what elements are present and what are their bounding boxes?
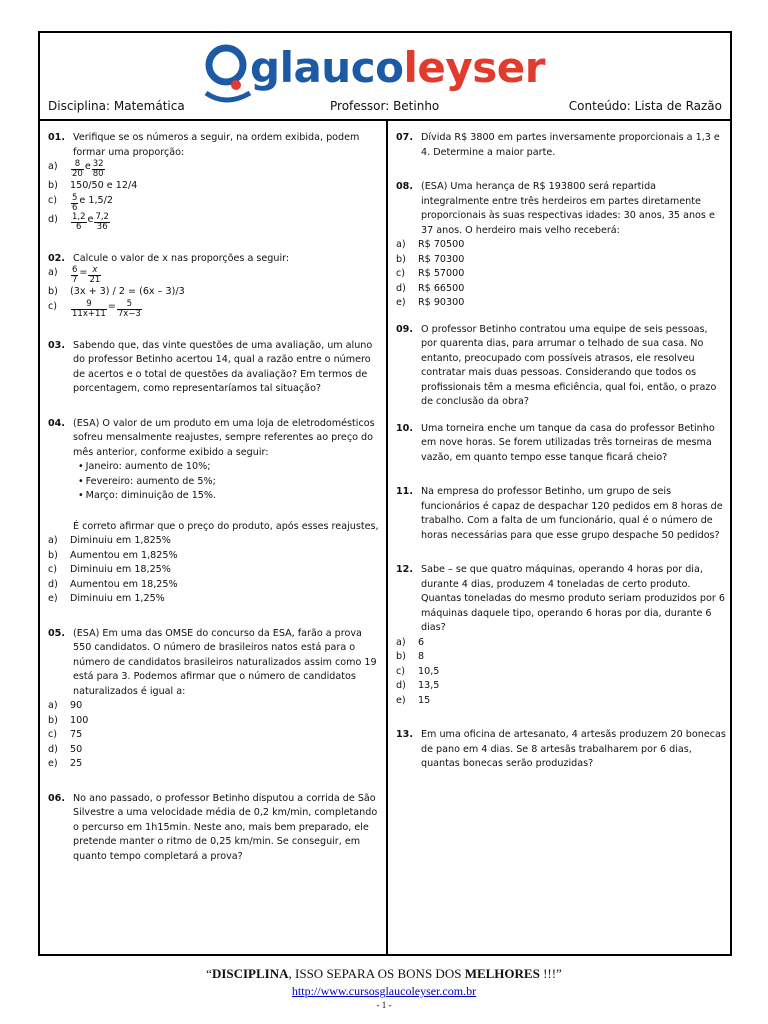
option-e xyxy=(48,757,380,772)
fraction xyxy=(117,300,142,319)
option-d xyxy=(396,679,726,694)
fraction xyxy=(71,213,87,232)
option-letter: b) xyxy=(48,549,58,561)
motto xyxy=(0,966,768,982)
numerator: 9 xyxy=(71,300,107,310)
question-text: Dívida R$ 3800 em partes inversamente proporcionais a 1,3 e 4. Determine a maior parte. xyxy=(421,132,720,158)
option-letter: b) xyxy=(396,651,406,662)
website-link[interactable]: http://www.cursosglaucoleyser.com.br xyxy=(291,984,477,998)
option-c xyxy=(48,194,380,213)
page-frame xyxy=(38,31,732,956)
option-letter: c) xyxy=(48,194,58,206)
question-text: O professor Betinho contratou uma equipe de seis pessoas, por quarenta dias, para arrumar o telhado de sua casa. No entanto, preocupado com possíveis atrasos, ele resolveu contratar mais duas pessoas. Considerando que todos os profissionais têm a mesma eficiência, qual foi, então, o prazo de conclusão da obra? xyxy=(421,323,717,407)
discipline-label: Disciplina: Matemática xyxy=(48,99,185,113)
header xyxy=(40,33,730,123)
question-text: (ESA) Em uma das OMSE do concurso da ESA, farão a prova 550 candidatos. O número de brasileiros natos está para o número de candidatos brasileiros naturalizados assim como 19 está para 3. Podemos afirmar que o número de candidatos naturalizados é igual a: xyxy=(73,627,377,697)
denominator: 20 xyxy=(72,169,83,179)
list-item: • Março: diminuição de 15%. xyxy=(78,489,380,504)
question-number: 02. xyxy=(48,252,65,264)
option-text: R$ 70500 xyxy=(418,239,465,250)
question-01 xyxy=(48,131,380,232)
question-09 xyxy=(396,323,726,410)
question-number: 01. xyxy=(48,132,65,143)
denominator: 7x−3 xyxy=(117,308,141,319)
denominator: 80 xyxy=(92,169,104,179)
numerator: 32 xyxy=(92,159,104,169)
list-item: • Janeiro: aumento de 10%; xyxy=(78,460,380,475)
numerator: 7,2 xyxy=(95,211,109,222)
option-text: R$ 57000 xyxy=(418,268,465,279)
denominator: 11x+11 xyxy=(72,308,106,319)
question-11 xyxy=(396,485,726,543)
right-column xyxy=(396,131,726,784)
option-letter: c) xyxy=(48,729,58,740)
footer xyxy=(0,966,768,1010)
option-letter: e) xyxy=(48,593,58,604)
numerator: 1,2 xyxy=(72,211,86,222)
connector: e xyxy=(84,161,91,172)
option-text: Diminuiu em 18,25% xyxy=(70,564,171,575)
list-item: • Fevereiro: aumento de 5%; xyxy=(78,475,380,490)
option-letter: c) xyxy=(48,300,58,312)
question-text: Em uma oficina de artesanato, 4 artesãs produzem 20 bonecas de pano em 4 dias. Se 8 artesãs trabalharem por 6 dias, quantas bonecas serão produzidas? xyxy=(421,729,726,769)
question-12 xyxy=(396,563,726,708)
question-13 xyxy=(396,728,726,772)
option-text: Aumentou em 18,25% xyxy=(70,578,178,590)
question-number: 04. xyxy=(48,417,65,429)
option-letter: a) xyxy=(48,535,58,546)
option-text: Diminuiu em 1,25% xyxy=(70,593,165,604)
option-d xyxy=(48,743,380,758)
fraction xyxy=(92,160,105,179)
fraction xyxy=(88,266,101,285)
denominator: 6 xyxy=(76,221,82,232)
question-03 xyxy=(48,339,380,397)
quote-mark: “ xyxy=(206,966,212,981)
option-text: 25 xyxy=(70,758,83,769)
numerator: x xyxy=(88,266,101,276)
option-text: 13,5 xyxy=(418,680,440,691)
fraction xyxy=(71,300,107,319)
option-text: 8 xyxy=(418,651,425,662)
info-bar xyxy=(40,95,730,121)
content-label: Conteúdo: Lista de Razão xyxy=(568,99,722,113)
option-text: 15 xyxy=(418,694,431,706)
numerator: 5 xyxy=(72,192,78,203)
option-text: (3x + 3) / 2 = (6x – 3)/3 xyxy=(70,286,185,297)
question-number: 10. xyxy=(396,422,413,434)
option-text: R$ 66500 xyxy=(418,282,465,294)
question-02 xyxy=(48,252,380,319)
question-text: (ESA) O valor de um produto em uma loja de eletrodomésticos sofreu mensalmente reajustes, sempre referentes ao preço do mês anterior, conforme exibido a seguir: xyxy=(73,417,375,458)
question-08 xyxy=(396,180,726,311)
equals-sign: = xyxy=(79,267,88,278)
question-number: 12. xyxy=(396,564,413,575)
option-c xyxy=(48,563,380,578)
question-text: Sabe – se que quatro máquinas, operando 4 horas por dia, durante 4 dias, produzem 4 toneladas de certo produto. Quantas toneladas do mesmo produto seriam produzidos por 6 máquinas daquele tipo, operando 6 horas por dia, durante 6 dias? xyxy=(421,564,725,633)
fraction xyxy=(71,266,78,285)
denominator: 6 xyxy=(72,202,78,213)
option-b xyxy=(396,253,726,268)
question-text: Verifique se os números a seguir, na ordem exibida, podem formar uma proporção: xyxy=(73,132,360,158)
option-text: 50 xyxy=(70,743,83,755)
question-number: 03. xyxy=(48,339,65,351)
question-number: 13. xyxy=(396,729,413,740)
option-text: R$ 90300 xyxy=(418,297,465,308)
option-text: 90 xyxy=(70,700,83,711)
question-text: No ano passado, o professor Betinho disputou a corrida de São Silvestre a uma velocidade média de 0,2 km/min, completando o percurso em 1h15min. Neste ano, mais bem preparado, ele pretende manter o ritmo de 0,25 km/min. Se conseguir, em quanto tempo completará a prova? xyxy=(73,792,378,862)
option-d xyxy=(48,578,380,593)
motto-end: !!!” xyxy=(539,966,562,981)
option-c xyxy=(48,300,380,319)
question-number: 09. xyxy=(396,323,413,335)
question-number: 08. xyxy=(396,181,413,192)
fraction xyxy=(71,160,84,179)
option-letter: d) xyxy=(48,578,58,590)
option-letter: b) xyxy=(396,253,406,265)
option-b xyxy=(48,285,380,300)
question-prompt: É correto afirmar que o preço do produto, após esses reajustes, xyxy=(73,520,379,532)
question-number: 06. xyxy=(48,792,65,804)
option-b xyxy=(48,714,380,729)
connector: e xyxy=(87,213,94,225)
option-letter: c) xyxy=(48,564,58,575)
logo-text xyxy=(250,43,545,92)
option-a xyxy=(396,238,726,253)
logo-part-leyser: leyser xyxy=(403,43,545,92)
option-a xyxy=(48,699,380,714)
motto-bold-2: MELHORES xyxy=(464,966,540,981)
option-text: 150/50 e 12/4 xyxy=(70,180,138,191)
option-letter: a) xyxy=(48,161,58,172)
fraction xyxy=(94,213,110,232)
option-text: 10,5 xyxy=(418,665,440,677)
option-text: 6 xyxy=(418,636,425,648)
teacher-label: Professor: Betinho xyxy=(330,99,440,113)
option-d xyxy=(396,282,726,297)
question-text: Sabendo que, das vinte questões de uma avaliação, um aluno do professor Betinho acertou 14, qual a razão entre o número de acertos e o total de questões da avaliação? Em termos de porcentagem, como representaríamos tal situação? xyxy=(73,339,373,394)
option-text: Diminuiu em 1,825% xyxy=(70,535,171,546)
option-text: Aumentou em 1,825% xyxy=(70,549,178,561)
option-letter: e) xyxy=(396,694,406,706)
question-number: 05. xyxy=(48,627,65,639)
option-a xyxy=(48,534,380,549)
question-text: Calcule o valor de x nas proporções a seguir: xyxy=(73,252,290,264)
option-letter: d) xyxy=(48,743,58,755)
numerator: 8 xyxy=(71,160,84,170)
option-letter: a) xyxy=(396,239,406,250)
option-b xyxy=(48,179,380,194)
question-07 xyxy=(396,131,726,160)
option-letter: a) xyxy=(396,636,406,648)
denominator: 7 xyxy=(72,275,78,285)
question-text: (ESA) Uma herança de R$ 193800 será repartida integralmente entre três herdeiros em partes diretamente proporcionais às suas respectivas idades: 30 anos, 35 anos e 37 anos. O herdeiro mais velho receberá: xyxy=(421,181,715,236)
option-c xyxy=(48,728,380,743)
option-e xyxy=(396,694,726,709)
option-c xyxy=(396,665,726,680)
numerator: 6 xyxy=(72,265,78,275)
option-text: 100 xyxy=(70,714,89,726)
option-a xyxy=(396,636,726,651)
left-column xyxy=(48,131,380,876)
equals-sign: = xyxy=(107,300,116,312)
option-letter: b) xyxy=(48,286,58,297)
option-letter: b) xyxy=(48,714,58,726)
page-number: - 1 - xyxy=(376,1000,392,1010)
option-letter: e) xyxy=(396,297,406,308)
option-e xyxy=(396,296,726,311)
question-06 xyxy=(48,792,380,865)
option-letter: e) xyxy=(48,758,58,769)
option-letter: b) xyxy=(48,180,58,191)
option-c xyxy=(396,267,726,282)
option-letter: a) xyxy=(48,700,58,711)
option-text: 75 xyxy=(70,729,83,740)
fraction xyxy=(71,194,78,213)
option-letter: c) xyxy=(396,665,406,677)
question-05 xyxy=(48,627,380,772)
question-04 xyxy=(48,417,380,607)
option-d xyxy=(48,213,380,232)
option-letter: c) xyxy=(396,268,406,279)
question-10 xyxy=(396,422,726,466)
option-letter: d) xyxy=(396,282,406,294)
numerator: 5 xyxy=(117,300,142,310)
denominator: 21 xyxy=(89,275,101,285)
option-a xyxy=(48,266,380,285)
option-text: e 1,5/2 xyxy=(79,194,113,206)
option-letter: a) xyxy=(48,267,58,278)
bullet-list xyxy=(48,460,380,504)
logo-part-glauco: glauco xyxy=(250,43,404,92)
question-number: 11. xyxy=(396,486,413,497)
question-number: 07. xyxy=(396,132,413,143)
question-text: Uma torneira enche um tanque da casa do professor Betinho em nove horas. Se forem utilizadas três torneiras de mesma vazão, em quanto tempo esse tanque ficará cheio? xyxy=(421,422,715,463)
question-text: Na empresa do professor Betinho, um grupo de seis funcionários é capaz de despachar 120 pedidos em 8 horas de trabalho. Com a falta de um funcionário, qual é o número de horas necessárias para que esse grupo despache 50 pedidos? xyxy=(421,486,723,541)
column-divider xyxy=(386,120,388,954)
option-b xyxy=(396,650,726,665)
denominator: 36 xyxy=(96,221,108,232)
option-text: R$ 70300 xyxy=(418,253,465,265)
motto-text: , ISSO SEPARA OS BONS DOS xyxy=(288,966,465,981)
option-a xyxy=(48,160,380,179)
option-letter: d) xyxy=(396,680,406,691)
option-b xyxy=(48,549,380,564)
option-letter: d) xyxy=(48,213,58,225)
motto-bold-1: DISCIPLINA xyxy=(211,966,289,981)
option-e xyxy=(48,592,380,607)
